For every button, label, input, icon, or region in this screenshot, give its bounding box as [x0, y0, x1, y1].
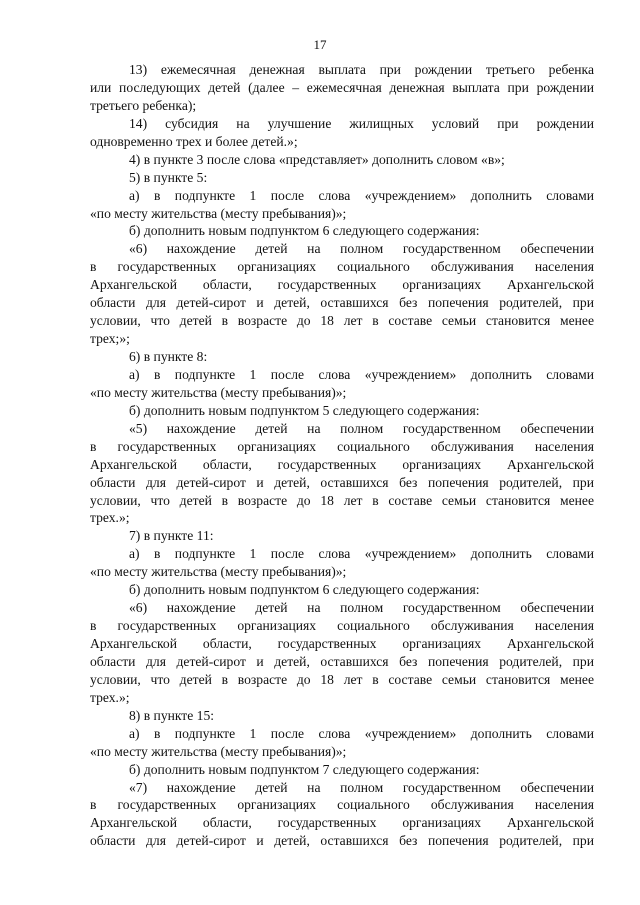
text-line: в государственных организациях социального обслуживания населения	[90, 618, 594, 634]
text-line: трех.»;	[90, 510, 130, 526]
text-line: «по месту жительства (месту пребывания)»;	[90, 205, 347, 221]
text-line: «6) нахождение детей на полном государственном обеспечении	[129, 600, 594, 616]
text-line: условии, что детей в возрасте до 18 лет в составе семьи становится менее	[90, 492, 594, 508]
document-body	[90, 61, 594, 850]
text-line: в государственных организациях социального обслуживания населения	[90, 797, 594, 813]
text-line: области для детей-сирот и детей, оставшихся без попечения родителей, при	[90, 653, 594, 669]
text-line: «по месту жительства (месту пребывания)»;	[90, 384, 347, 400]
text-line: условии, что детей в возрасте до 18 лет в составе семьи становится менее	[90, 671, 594, 687]
text-line: в государственных организациях социального обслуживания населения	[90, 438, 594, 454]
text-line: Архангельской области, государственных организациях Архангельской	[90, 815, 594, 831]
text-line: 7) в пункте 11:	[129, 528, 214, 544]
text-line: б) дополнить новым подпунктом 6 следующего содержания:	[129, 582, 480, 598]
text-line: или последующих детей (далее – ежемесячная денежная выплата при рождении	[90, 79, 594, 95]
text-line: 8) в пункте 15:	[129, 707, 215, 723]
text-line: третьего ребенка);	[90, 97, 197, 113]
text-line: 4) в пункте 3 после слова «представляет» дополнить словом «в»;	[129, 151, 505, 167]
text-line: «7) нахождение детей на полном государственном обеспечении	[129, 779, 594, 795]
text-line: а) в подпункте 1 после слова «учреждением» дополнить словами	[129, 187, 594, 203]
page-number: 17	[313, 37, 327, 52]
text-line: 6) в пункте 8:	[129, 349, 208, 364]
text-line: области для детей-сирот и детей, оставшихся без попечения родителей, при	[90, 295, 594, 311]
text-line: 14) субсидия на улучшение жилищных условий при рождении	[129, 115, 594, 131]
text-line: «по месту жительства (месту пребывания)»;	[90, 564, 347, 580]
text-line: а) в подпункте 1 после слова «учреждением» дополнить словами	[129, 546, 594, 562]
text-line: «6) нахождение детей на полном государственном обеспечении	[129, 241, 594, 257]
text-line: «5) нахождение детей на полном государственном обеспечении	[129, 420, 594, 436]
text-line: Архангельской области, государственных организациях Архангельской	[90, 277, 594, 293]
text-line: Архангельской области, государственных организациях Архангельской	[90, 456, 594, 472]
text-line: трех;»;	[90, 331, 130, 347]
text-line: «по месту жительства (месту пребывания)»;	[90, 743, 347, 759]
text-line: б) дополнить новым подпунктом 6 следующего содержания:	[129, 223, 480, 239]
text-line: б) дополнить новым подпунктом 7 следующего содержания:	[129, 761, 480, 777]
text-line: трех.»;	[90, 689, 130, 705]
text-line: 13) ежемесячная денежная выплата при рождении третьего ребенка	[129, 62, 594, 77]
text-line: Архангельской области, государственных организациях Архангельской	[90, 636, 594, 651]
text-line: а) в подпункте 1 после слова «учреждением» дополнить словами	[129, 366, 594, 382]
text-line: в государственных организациях социального обслуживания населения	[90, 259, 594, 275]
text-line: одновременно трех и более детей.»;	[90, 133, 298, 149]
text-line: области для детей-сирот и детей, оставшихся без попечения родителей, при	[90, 474, 594, 490]
text-line: б) дополнить новым подпунктом 5 следующего содержания:	[129, 402, 480, 418]
text-line: а) в подпункте 1 после слова «учреждением» дополнить словами	[129, 725, 594, 741]
text-line: условии, что детей в возрасте до 18 лет в составе семьи становится менее	[90, 313, 594, 329]
text-line: 5) в пункте 5:	[129, 169, 208, 185]
text-line: области для детей-сирот и детей, оставшихся без попечения родителей, при	[90, 833, 594, 849]
